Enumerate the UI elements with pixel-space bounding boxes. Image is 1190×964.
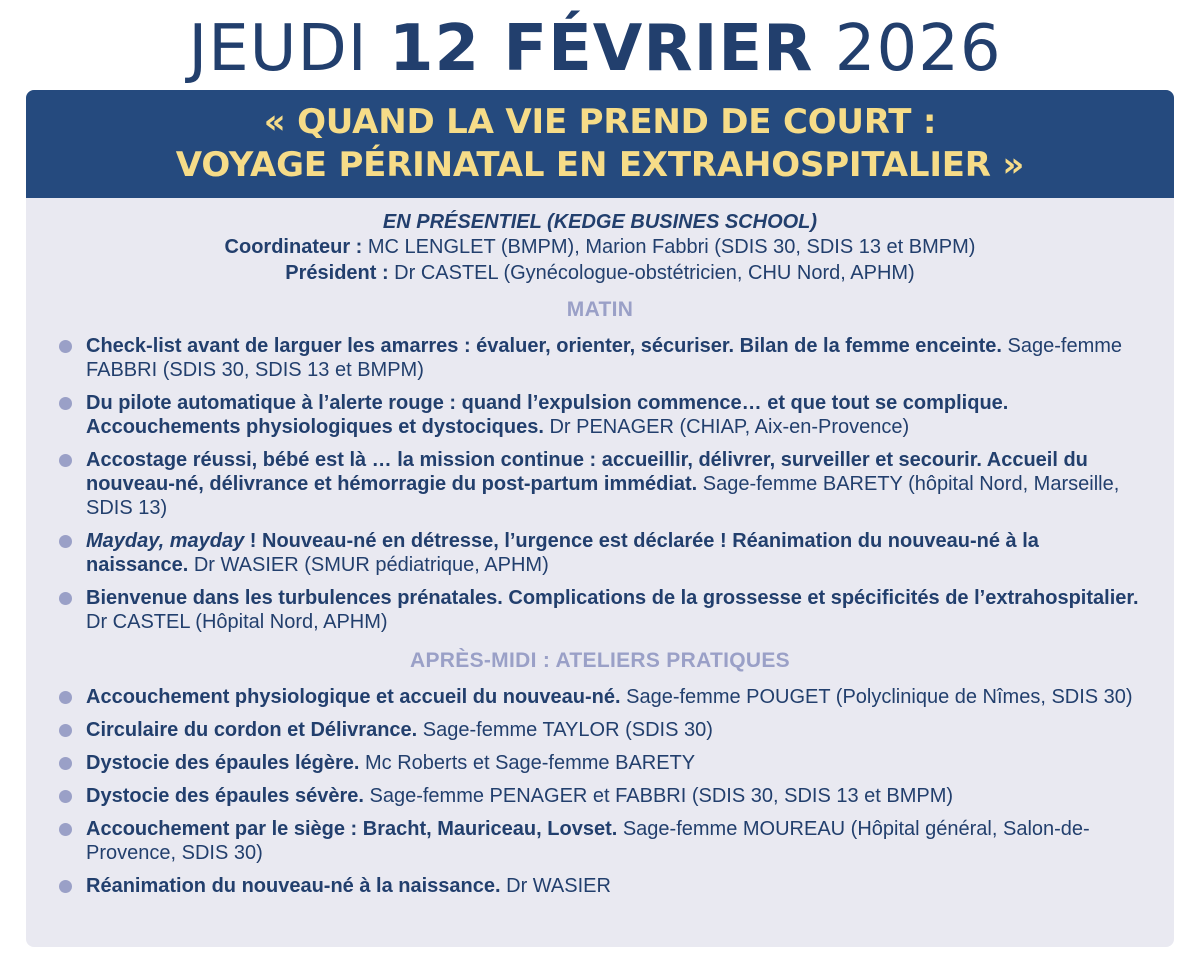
date-suffix: 2026: [813, 12, 1002, 86]
bullet-icon: [59, 535, 72, 548]
bullet-icon: [59, 757, 72, 770]
list-item: [56, 784, 1141, 808]
list-item: [56, 874, 1141, 898]
item-speaker: Mc Roberts et Sage-femme BARETY: [359, 752, 696, 774]
item-title: Bienvenue dans les turbulences prénatales. Complications de la grossesse et spécificités de l’extrahospitalier.: [86, 587, 1139, 609]
bullet-icon: [59, 790, 72, 803]
list-item: [56, 391, 1141, 439]
venue: EN PRÉSENTIEL (KEDGE BUSINES SCHOOL): [382, 211, 818, 233]
coordinator-value: MC LENGLET (BMPM), Marion Fabbri (SDIS 30, SDIS 13 et BMPM): [362, 236, 976, 258]
session-info: [26, 210, 1174, 286]
president-label: Président :: [285, 262, 389, 284]
item-title-italic: Mayday, mayday: [86, 530, 245, 552]
item-title: Dystocie des épaules sévère.: [86, 785, 364, 807]
item-title: Du pilote automatique à l’alerte rouge : quand l’expulsion commence… et que tout se complique. Accouchements physiologiques et dystociques.: [86, 392, 1009, 438]
bullet-icon: [59, 724, 72, 737]
list-item: [56, 448, 1141, 520]
item-speaker: Sage-femme TAYLOR (SDIS 30): [417, 719, 713, 741]
president-value: Dr CASTEL (Gynécologue-obstétricien, CHU Nord, APHM): [388, 262, 915, 284]
item-title: Réanimation du nouveau-né à la naissance.: [86, 875, 501, 897]
item-title: Accouchement physiologique et accueil du nouveau-né.: [86, 686, 621, 708]
president-line: [26, 260, 1174, 286]
item-speaker: Sage-femme BARETY (hôpital Nord, Marseille, SDIS 13): [86, 473, 1120, 519]
item-title: Dystocie des épaules légère.: [86, 752, 360, 774]
list-item: [56, 685, 1141, 709]
item-speaker: Sage-femme PENAGER et FABBRI (SDIS 30, SDIS 13 et BMPM): [363, 785, 954, 807]
date-prefix: JEUDI: [188, 12, 390, 86]
title-banner: [26, 90, 1174, 198]
item-title: Circulaire du cordon et Délivrance.: [86, 719, 418, 741]
program-card: [26, 90, 1174, 947]
list-item: [56, 751, 1141, 775]
banner-line-1: « QUAND LA VIE PREND DE COURT :: [263, 102, 937, 142]
bullet-icon: [59, 880, 72, 893]
item-speaker: Sage-femme FABBRI (SDIS 30, SDIS 13 et BMPM): [86, 335, 1123, 381]
bullet-icon: [59, 454, 72, 467]
morning-list: [56, 334, 1141, 643]
section-heading-morning: MATIN: [566, 298, 634, 321]
coordinator-label: Coordinateur :: [224, 236, 363, 258]
item-title: Check-list avant de larguer les amarres : évaluer, orienter, sécuriser. Bilan de la femme enceinte.: [86, 335, 1002, 357]
bullet-icon: [59, 592, 72, 605]
event-date-title: [0, 8, 1190, 90]
item-speaker: Sage-femme MOUREAU (Hôpital général, Salon-de-Provence, SDIS 30): [86, 818, 1090, 864]
bullet-icon: [59, 823, 72, 836]
list-item: [56, 586, 1141, 634]
item-speaker: Dr WASIER: [500, 875, 611, 897]
item-speaker: Dr WASIER (SMUR pédiatrique, APHM): [188, 554, 549, 576]
afternoon-list: [56, 685, 1141, 907]
list-item: [56, 334, 1141, 382]
list-item: [56, 529, 1141, 577]
list-item: [56, 718, 1141, 742]
bullet-icon: [59, 397, 72, 410]
bullet-icon: [59, 691, 72, 704]
item-speaker: Dr CASTEL (Hôpital Nord, APHM): [86, 611, 388, 633]
section-heading-afternoon: APRÈS-MIDI : ATELIERS PRATIQUES: [410, 649, 790, 672]
item-speaker: Dr PENAGER (CHIAP, Aix-en-Provence): [543, 416, 910, 438]
date-bold: 12 FÉVRIER: [389, 12, 814, 86]
banner-line-2: VOYAGE PÉRINATAL EN EXTRAHOSPITALIER »: [175, 145, 1025, 185]
item-speaker: Sage-femme POUGET (Polyclinique de Nîmes, SDIS 30): [620, 686, 1133, 708]
item-title: ! Nouveau-né en détresse, l’urgence est déclarée ! Réanimation du nouveau-né à la naissance.: [86, 530, 1039, 576]
coordinator-line: [26, 234, 1174, 260]
item-title: Accostage réussi, bébé est là … la mission continue : accueillir, délivrer, surveiller et secourir. Accueil du nouveau-né, délivrance et hémorragie du post-partum immédiat.: [86, 449, 1088, 495]
list-item: [56, 817, 1141, 865]
bullet-icon: [59, 340, 72, 353]
item-title: Accouchement par le siège : Bracht, Mauriceau, Lovset.: [86, 818, 618, 840]
